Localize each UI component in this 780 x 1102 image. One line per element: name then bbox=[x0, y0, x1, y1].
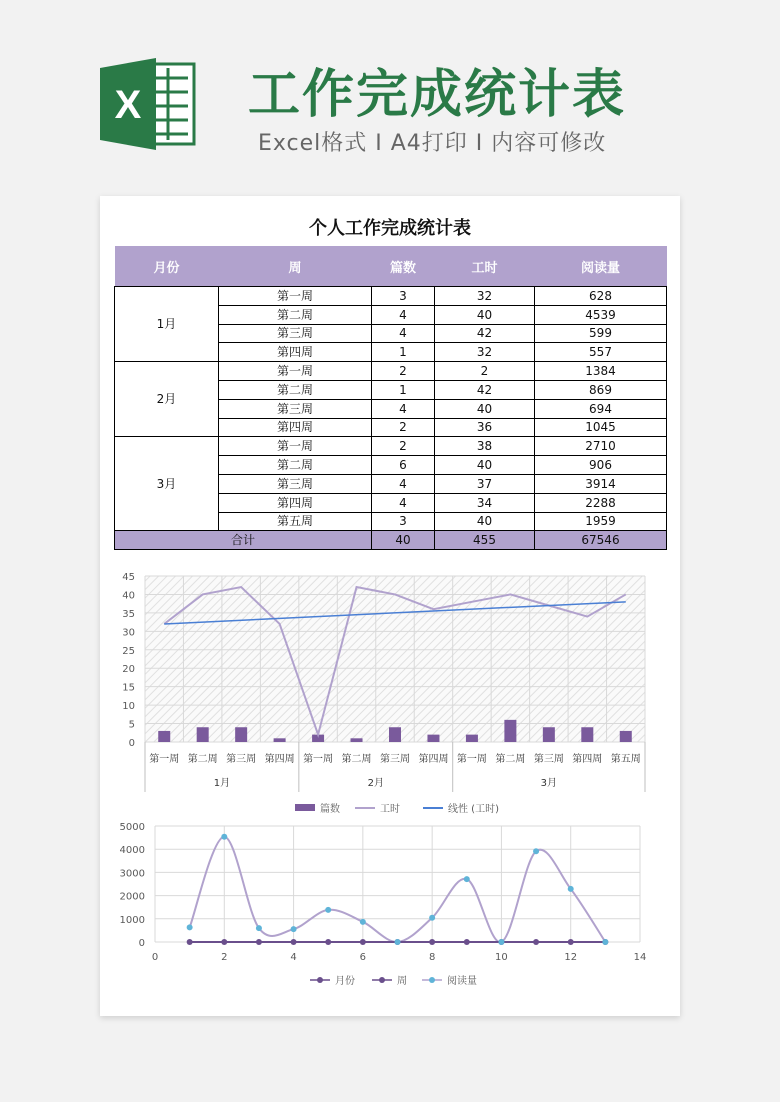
scatter-chart bbox=[100, 816, 680, 1016]
reads-cell: 2288 bbox=[535, 493, 667, 512]
week-cell: 第三周 bbox=[219, 474, 372, 493]
month-point bbox=[187, 939, 193, 945]
total-hours: 455 bbox=[435, 531, 535, 550]
y-tick-label: 0 bbox=[138, 938, 145, 949]
x-tick-label: 8 bbox=[428, 952, 436, 963]
x-tick-label: 第二周 bbox=[187, 754, 218, 765]
articles-cell: 4 bbox=[372, 474, 435, 493]
articles-cell: 6 bbox=[372, 456, 435, 475]
articles-cell: 4 bbox=[372, 324, 435, 343]
y-tick-label: 3000 bbox=[119, 868, 145, 880]
week-cell: 第三周 bbox=[219, 324, 372, 343]
week-cell: 第二周 bbox=[219, 456, 372, 475]
y-tick-label: 4000 bbox=[119, 845, 145, 857]
month-point bbox=[291, 939, 297, 945]
bar bbox=[158, 731, 170, 742]
week-cell: 第四周 bbox=[219, 418, 372, 437]
table-header-row bbox=[115, 246, 667, 287]
table-row bbox=[115, 437, 667, 456]
y-tick-label: 40 bbox=[122, 590, 135, 602]
x-tick-label: 第一周 bbox=[456, 754, 487, 765]
col-header-week: 周 bbox=[219, 246, 372, 287]
x-tick-label: 第二周 bbox=[495, 754, 526, 765]
logo-letter: X bbox=[114, 83, 142, 127]
hours-cell: 32 bbox=[435, 343, 535, 362]
articles-cell: 3 bbox=[372, 512, 435, 531]
y-tick-label: 2000 bbox=[119, 891, 145, 903]
sheet-title: 个人工作完成统计表 bbox=[309, 218, 471, 239]
legend-label: 周 bbox=[397, 976, 407, 987]
reads-cell: 628 bbox=[535, 287, 667, 306]
bar bbox=[235, 727, 247, 742]
bar bbox=[543, 727, 555, 742]
articles-cell: 3 bbox=[372, 287, 435, 306]
reads-cell: 1384 bbox=[535, 362, 667, 381]
week-cell: 第二周 bbox=[219, 380, 372, 399]
spreadsheet-page bbox=[100, 196, 680, 1016]
x-tick-label: 4 bbox=[290, 952, 297, 963]
x-tick-label: 第五周 bbox=[610, 754, 641, 765]
legend-label: 月份 bbox=[335, 976, 355, 987]
articles-cell: 2 bbox=[372, 362, 435, 381]
table-row bbox=[115, 362, 667, 381]
legend-swatch bbox=[295, 804, 315, 811]
reads-cell: 4539 bbox=[535, 305, 667, 324]
reads-cell: 906 bbox=[535, 456, 667, 475]
hours-cell: 42 bbox=[435, 324, 535, 343]
articles-cell: 4 bbox=[372, 305, 435, 324]
group-label: 2月 bbox=[367, 778, 384, 789]
x-tick-label: 第四周 bbox=[418, 754, 449, 765]
month-cell: 2月 bbox=[115, 362, 219, 437]
month-point bbox=[464, 939, 470, 945]
x-tick-label: 第四周 bbox=[264, 754, 295, 765]
legend-label: 线性 (工时) bbox=[448, 804, 499, 815]
month-point bbox=[256, 939, 262, 945]
month-cell: 1月 bbox=[115, 287, 219, 362]
plot-area bbox=[145, 576, 645, 742]
bar-line-chart bbox=[100, 566, 680, 816]
table-row bbox=[115, 287, 667, 306]
bar bbox=[466, 735, 478, 742]
y-tick-label: 1000 bbox=[119, 914, 145, 926]
banner bbox=[0, 0, 780, 190]
reads-cell: 3914 bbox=[535, 474, 667, 493]
col-header-reads: 阅读量 bbox=[535, 246, 667, 287]
x-tick-label: 14 bbox=[633, 952, 647, 963]
hours-cell: 2 bbox=[435, 362, 535, 381]
x-tick-label: 第四周 bbox=[572, 754, 603, 765]
table-body bbox=[115, 287, 667, 550]
articles-cell: 2 bbox=[372, 437, 435, 456]
hours-cell: 37 bbox=[435, 474, 535, 493]
x-tick-label: 6 bbox=[359, 952, 367, 963]
week-cell: 第五周 bbox=[219, 512, 372, 531]
hours-cell: 42 bbox=[435, 380, 535, 399]
total-articles: 40 bbox=[372, 531, 435, 550]
bar bbox=[427, 735, 439, 742]
reads-cell: 599 bbox=[535, 324, 667, 343]
bar bbox=[389, 727, 401, 742]
hours-cell: 40 bbox=[435, 512, 535, 531]
x-tick-label: 第一周 bbox=[149, 754, 180, 765]
y-tick-label: 5 bbox=[128, 719, 135, 731]
reads-point bbox=[464, 876, 470, 882]
reads-cell: 694 bbox=[535, 399, 667, 418]
y-tick-label: 0 bbox=[128, 738, 135, 749]
y-tick-label: 5000 bbox=[119, 822, 145, 833]
x-tick-label: 0 bbox=[151, 952, 159, 963]
reads-point bbox=[498, 939, 504, 945]
articles-cell: 4 bbox=[372, 493, 435, 512]
legend-label: 工时 bbox=[380, 804, 400, 815]
hours-cell: 40 bbox=[435, 456, 535, 475]
stats-table bbox=[114, 246, 667, 550]
x-tick-label: 第三周 bbox=[380, 754, 410, 765]
bar bbox=[351, 738, 363, 742]
month-point bbox=[429, 939, 435, 945]
x-tick-label: 10 bbox=[495, 952, 508, 963]
week-cell: 第三周 bbox=[219, 399, 372, 418]
week-cell: 第一周 bbox=[219, 437, 372, 456]
week-cell: 第一周 bbox=[219, 362, 372, 381]
y-tick-label: 25 bbox=[122, 645, 135, 657]
reads-point bbox=[325, 907, 331, 913]
y-tick-label: 45 bbox=[122, 572, 135, 583]
y-tick-label: 15 bbox=[122, 682, 135, 694]
legend-marker bbox=[429, 977, 435, 983]
month-point bbox=[533, 939, 539, 945]
hours-cell: 40 bbox=[435, 399, 535, 418]
hours-cell: 36 bbox=[435, 418, 535, 437]
group-label: 1月 bbox=[213, 778, 231, 789]
x-tick-label: 12 bbox=[564, 952, 578, 963]
x-tick-label: 第一周 bbox=[303, 754, 334, 765]
week-cell: 第一周 bbox=[219, 287, 372, 306]
total-row bbox=[115, 531, 667, 550]
month-point bbox=[360, 939, 366, 945]
reads-point bbox=[533, 848, 539, 854]
week-cell: 第二周 bbox=[219, 305, 372, 324]
legend-marker bbox=[379, 977, 385, 983]
hours-cell: 34 bbox=[435, 493, 535, 512]
bar bbox=[581, 727, 593, 742]
x-tick-label: 第三周 bbox=[226, 754, 257, 765]
y-tick-label: 35 bbox=[122, 608, 135, 620]
legend-label: 篇数 bbox=[320, 804, 340, 815]
month-point bbox=[568, 939, 574, 945]
bar bbox=[620, 731, 632, 742]
col-header-hours: 工时 bbox=[435, 246, 535, 287]
hours-cell: 32 bbox=[435, 287, 535, 306]
reads-point bbox=[256, 925, 262, 931]
page-subtitle: Excel格式 I A4打印 I 内容可修改 bbox=[258, 131, 607, 156]
articles-cell: 4 bbox=[372, 399, 435, 418]
bar bbox=[197, 727, 209, 742]
articles-cell: 2 bbox=[372, 418, 435, 437]
y-tick-label: 10 bbox=[122, 701, 135, 713]
total-label: 合计 bbox=[115, 531, 372, 550]
articles-cell: 1 bbox=[372, 343, 435, 362]
reads-cell: 557 bbox=[535, 343, 667, 362]
page-title: 工作完成统计表 bbox=[248, 65, 627, 125]
group-label: 3月 bbox=[540, 778, 558, 789]
y-tick-label: 20 bbox=[122, 664, 135, 676]
total-reads: 67546 bbox=[535, 531, 667, 550]
reads-cell: 869 bbox=[535, 380, 667, 399]
x-tick-label: 第二周 bbox=[341, 754, 372, 765]
month-cell: 3月 bbox=[115, 437, 219, 531]
y-tick-label: 30 bbox=[122, 627, 135, 639]
x-tick-label: 2 bbox=[221, 952, 228, 963]
excel-logo-icon bbox=[98, 56, 198, 152]
bar bbox=[504, 720, 516, 742]
hours-cell: 38 bbox=[435, 437, 535, 456]
reads-point bbox=[602, 939, 608, 945]
col-header-articles: 篇数 bbox=[372, 246, 435, 287]
month-point bbox=[325, 939, 331, 945]
reads-point bbox=[221, 834, 227, 840]
reads-point bbox=[568, 886, 574, 892]
week-cell: 第四周 bbox=[219, 343, 372, 362]
reads-line bbox=[190, 837, 606, 943]
reads-cell: 2710 bbox=[535, 437, 667, 456]
x-tick-label: 第三周 bbox=[533, 754, 564, 765]
reads-point bbox=[395, 939, 401, 945]
reads-cell: 1959 bbox=[535, 512, 667, 531]
hours-cell: 40 bbox=[435, 305, 535, 324]
reads-point bbox=[360, 919, 366, 925]
reads-cell: 1045 bbox=[535, 418, 667, 437]
bar bbox=[274, 738, 286, 742]
month-point bbox=[221, 939, 227, 945]
legend-label: 阅读量 bbox=[447, 976, 477, 987]
col-header-month: 月份 bbox=[115, 246, 219, 287]
reads-point bbox=[429, 915, 435, 921]
articles-cell: 1 bbox=[372, 380, 435, 399]
week-cell: 第四周 bbox=[219, 493, 372, 512]
reads-point bbox=[187, 924, 193, 930]
reads-point bbox=[291, 926, 297, 932]
legend-marker bbox=[317, 977, 323, 983]
